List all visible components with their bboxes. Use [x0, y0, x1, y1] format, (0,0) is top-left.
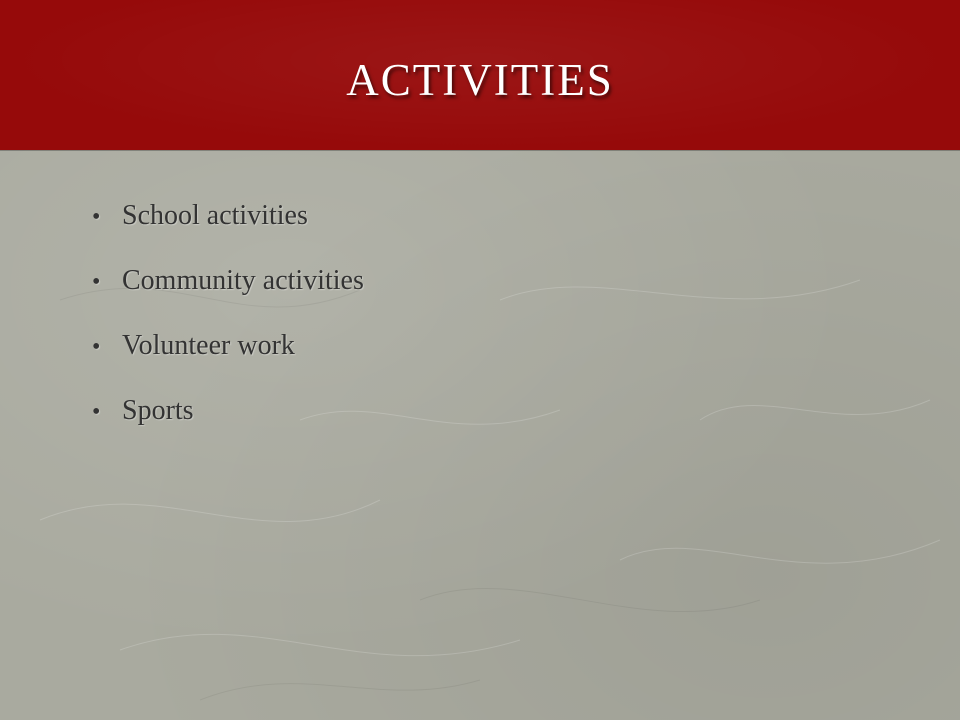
bullet-dot-icon: •: [92, 399, 101, 425]
title-band: [0, 0, 960, 150]
bullet-item: [92, 326, 364, 391]
bullet-item: [92, 391, 364, 456]
bullet-text: School activities: [122, 200, 308, 231]
slide-title: activities: [346, 38, 614, 109]
bullet-dot-icon: •: [92, 269, 101, 295]
bullet-text: Volunteer work: [122, 330, 295, 361]
bullet-dot-icon: •: [92, 204, 101, 230]
bullet-list: [92, 196, 364, 456]
bullet-item: [92, 261, 364, 326]
bullet-text: Sports: [122, 395, 194, 426]
bullet-text: Community activities: [122, 265, 364, 296]
bullet-dot-icon: •: [92, 334, 101, 360]
bullet-item: [92, 196, 364, 261]
